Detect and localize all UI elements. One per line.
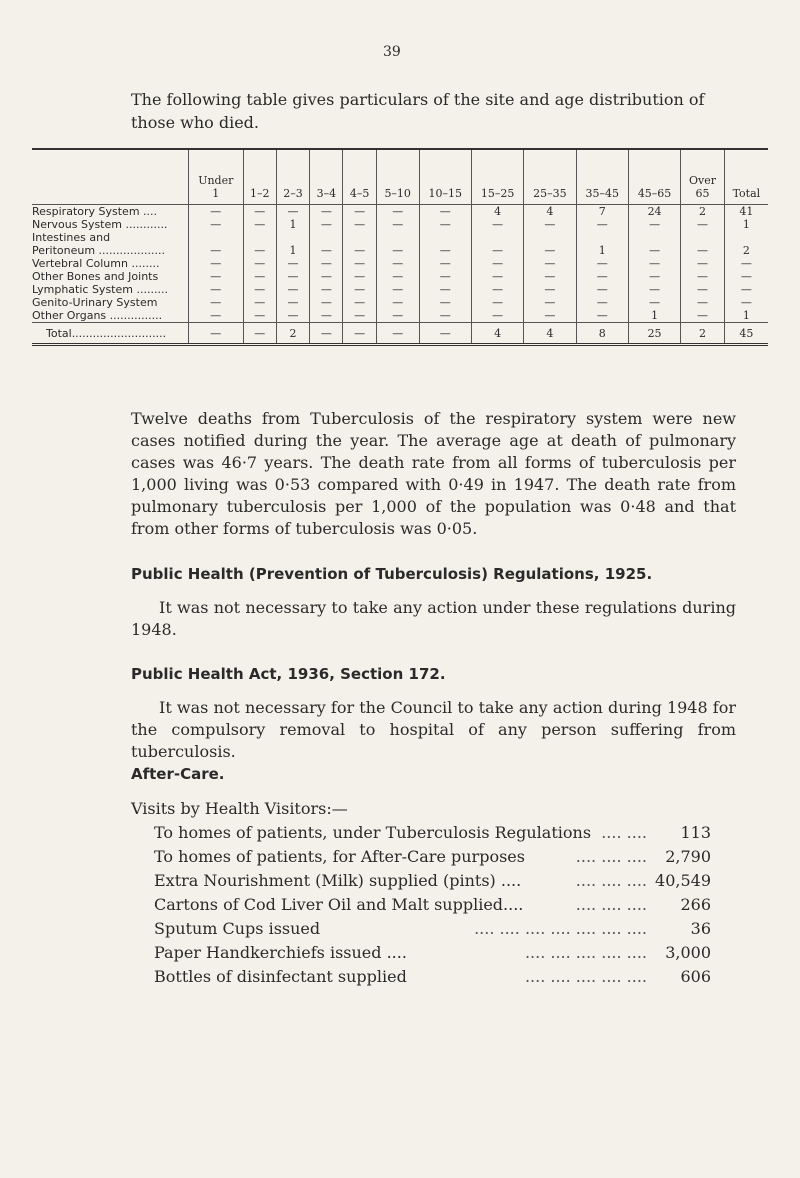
table-row <box>32 231 768 244</box>
table-cell: — <box>343 270 376 283</box>
leader-dots: .... .... .... .... .... .... .... <box>474 919 647 938</box>
aftercare-item-value: 3,000 <box>665 943 711 962</box>
aftercare-item-value: 606 <box>680 967 711 986</box>
column-header: 3–4 <box>310 149 343 205</box>
table-cell: — <box>376 218 419 231</box>
table-cell: 4 <box>524 323 576 345</box>
table-cell: — <box>276 296 309 309</box>
table-cell: — <box>310 309 343 323</box>
aftercare-item-value: 266 <box>680 895 711 914</box>
table-cell: — <box>276 270 309 283</box>
table-cell: — <box>471 218 523 231</box>
table-cell: — <box>243 257 276 270</box>
table-cell: — <box>419 205 471 219</box>
table-cell: — <box>628 296 680 309</box>
aftercare-item-value: 2,790 <box>665 847 711 866</box>
table-cell: — <box>628 283 680 296</box>
table-cell <box>376 231 419 244</box>
table-cell: — <box>724 257 768 270</box>
aftercare-item-value: 40,549 <box>655 871 711 890</box>
table-cell <box>681 231 725 244</box>
table-body <box>32 205 768 345</box>
aftercare-list <box>131 797 711 989</box>
table-cell: — <box>343 218 376 231</box>
table-cell: — <box>524 283 576 296</box>
aftercare-item <box>131 869 711 893</box>
column-header: 35–45 <box>576 149 628 205</box>
table-cell: — <box>471 257 523 270</box>
table-cell: 1 <box>276 218 309 231</box>
table-cell: — <box>376 244 419 257</box>
table-cell: — <box>681 244 725 257</box>
page-number: 39 <box>383 44 401 60</box>
header-label-cell <box>32 149 189 205</box>
aftercare-item <box>131 965 711 989</box>
table-row <box>32 270 768 283</box>
intro-text: The following table gives particulars of the site and age distribution of those who died. <box>131 90 705 132</box>
table-cell: — <box>189 257 244 270</box>
table-cell: — <box>419 296 471 309</box>
table-cell: — <box>419 309 471 323</box>
table-cell: — <box>343 296 376 309</box>
table-cell: 8 <box>576 323 628 345</box>
table-cell: — <box>343 309 376 323</box>
column-header: 5–10 <box>376 149 419 205</box>
table-cell <box>724 231 768 244</box>
leader-dots: .... .... .... <box>575 847 647 866</box>
table-cell <box>628 231 680 244</box>
table-cell: 1 <box>724 218 768 231</box>
table-cell: — <box>724 270 768 283</box>
column-header: 25–35 <box>524 149 576 205</box>
column-header: 15–25 <box>471 149 523 205</box>
column-header: Under 1 <box>189 149 244 205</box>
table-cell: — <box>343 257 376 270</box>
table-cell: — <box>376 283 419 296</box>
table-cell: — <box>243 309 276 323</box>
aftercare-item <box>131 821 711 845</box>
table-cell: 1 <box>576 244 628 257</box>
leader-dots: .... .... .... .... .... <box>524 967 647 986</box>
table-cell: — <box>471 283 523 296</box>
table-cell: — <box>576 283 628 296</box>
table-cell: 25 <box>628 323 680 345</box>
row-label: Other Organs ............... <box>32 309 163 322</box>
table-cell: — <box>419 323 471 345</box>
table-cell: 4 <box>524 205 576 219</box>
aftercare-item-label: To homes of patients, for After-Care purposes <box>154 847 525 866</box>
column-header: Over 65 <box>681 149 725 205</box>
table-cell: 2 <box>681 323 725 345</box>
table-cell: — <box>724 283 768 296</box>
table-cell: — <box>576 296 628 309</box>
table-row <box>32 283 768 296</box>
table-cell: — <box>628 257 680 270</box>
table-cell: — <box>310 205 343 219</box>
table-cell: — <box>310 244 343 257</box>
leader-dots: .... .... .... <box>575 895 647 914</box>
table-cell: — <box>376 309 419 323</box>
table-cell: — <box>343 323 376 345</box>
table-cell: — <box>376 296 419 309</box>
table-cell: — <box>243 270 276 283</box>
table-cell: — <box>243 205 276 219</box>
row-label: Total........................... <box>32 323 189 345</box>
table-cell <box>471 231 523 244</box>
table-cell: 45 <box>724 323 768 345</box>
table-cell: — <box>681 257 725 270</box>
table-header-row <box>32 149 768 205</box>
table-cell: — <box>343 205 376 219</box>
table-cell: — <box>376 270 419 283</box>
row-label: Respiratory System .... <box>32 205 158 218</box>
table-cell: 7 <box>576 205 628 219</box>
column-header: Total <box>724 149 768 205</box>
table-cell: — <box>576 218 628 231</box>
table-cell: — <box>576 270 628 283</box>
table-cell: — <box>376 205 419 219</box>
table-cell: — <box>276 309 309 323</box>
table-row <box>32 218 768 231</box>
table-cell <box>276 231 309 244</box>
aftercare-item-label: Paper Handkerchiefs issued .... <box>154 943 407 962</box>
column-header: 1–2 <box>243 149 276 205</box>
table-cell: — <box>189 218 244 231</box>
section-heading-regulations: Public Health (Prevention of Tuberculosis) Regulations, 1925. <box>131 565 653 583</box>
table-cell: — <box>471 270 523 283</box>
table-cell: — <box>419 218 471 231</box>
aftercare-item-value: 36 <box>690 919 711 938</box>
table-cell: — <box>310 257 343 270</box>
column-header: 10–15 <box>419 149 471 205</box>
table-cell: — <box>243 283 276 296</box>
table-cell: — <box>243 296 276 309</box>
table-cell: — <box>524 244 576 257</box>
table-cell: — <box>419 257 471 270</box>
column-header: 2–3 <box>276 149 309 205</box>
act-paragraph: It was not necessary for the Council to take any action during 1948 for the compulsory removal to hospital of any person suffering from tuberculosis. <box>131 698 736 761</box>
table-cell: — <box>681 283 725 296</box>
aftercare-item <box>131 845 711 869</box>
table-cell: — <box>681 309 725 323</box>
table-cell: — <box>628 244 680 257</box>
table-cell: — <box>576 257 628 270</box>
row-label: Peritoneum ................... <box>32 244 165 257</box>
table-cell: — <box>419 270 471 283</box>
table-cell: — <box>343 244 376 257</box>
table-cell: — <box>310 323 343 345</box>
table-cell: — <box>419 283 471 296</box>
table-cell <box>243 231 276 244</box>
total-row <box>32 323 768 345</box>
row-label: Other Bones and Joints <box>32 270 159 283</box>
regulations-paragraph: It was not necessary to take any action under these regulations during 1948. <box>131 598 736 639</box>
leader-dots: .... .... .... .... .... <box>524 943 647 962</box>
table-cell: — <box>628 270 680 283</box>
table-cell <box>524 231 576 244</box>
table-cell: 2 <box>276 323 309 345</box>
table-cell: — <box>524 270 576 283</box>
table-cell: — <box>189 270 244 283</box>
table-cell: — <box>681 270 725 283</box>
row-label: Genito-Urinary System <box>32 296 158 309</box>
aftercare-item-value: 113 <box>680 823 711 842</box>
table-cell: — <box>524 296 576 309</box>
aftercare-item <box>131 941 711 965</box>
row-label: Lymphatic System ......... <box>32 283 168 296</box>
table-cell: — <box>628 218 680 231</box>
table-cell: — <box>376 323 419 345</box>
table-cell: — <box>524 218 576 231</box>
table-cell: — <box>419 244 471 257</box>
table-cell: — <box>189 244 244 257</box>
table-cell: — <box>724 296 768 309</box>
table-cell: — <box>189 296 244 309</box>
table-cell: 4 <box>471 323 523 345</box>
table-cell: — <box>243 218 276 231</box>
table-cell: — <box>276 257 309 270</box>
table-cell: — <box>681 218 725 231</box>
aftercare-item-label: To homes of patients, under Tuberculosis Regulations <box>154 823 592 842</box>
table-cell: 41 <box>724 205 768 219</box>
table-cell: 1 <box>276 244 309 257</box>
table-cell: — <box>243 323 276 345</box>
table-cell: — <box>189 309 244 323</box>
table-cell: 2 <box>681 205 725 219</box>
table-cell: 1 <box>628 309 680 323</box>
table-cell: — <box>471 309 523 323</box>
leader-dots: .... .... <box>601 823 647 842</box>
table-cell: — <box>243 244 276 257</box>
aftercare-item-label: Sputum Cups issued <box>154 919 321 938</box>
row-label: Nervous System ............ <box>32 218 168 231</box>
table-cell: — <box>310 270 343 283</box>
column-header: 4–5 <box>343 149 376 205</box>
leader-dots: .... .... .... <box>575 871 647 890</box>
table-cell: — <box>524 257 576 270</box>
table-row <box>32 296 768 309</box>
table-cell: — <box>310 296 343 309</box>
tuberculosis-paragraph: Twelve deaths from Tuberculosis of the respiratory system were new cases notified during the year. The average age at death of pulmonary cases was 46·7 years. The death rate from all forms of tuberculosis per 1,000 living was 0·53 compared with 0·49 in 1947. The death rate from pulmonary tuberculosis per 1,000 of the population was 0·48 and that from other forms of tuberculosis was 0·05. <box>131 409 736 538</box>
table-cell: — <box>189 283 244 296</box>
column-header: 45–65 <box>628 149 680 205</box>
table-cell: — <box>471 244 523 257</box>
table-cell <box>419 231 471 244</box>
table-cell: — <box>343 283 376 296</box>
table-cell: 1 <box>724 309 768 323</box>
section-heading-act: Public Health Act, 1936, Section 172. <box>131 665 446 683</box>
table-cell: — <box>471 296 523 309</box>
table-row <box>32 244 768 257</box>
aftercare-item <box>131 893 711 917</box>
table-cell: 4 <box>471 205 523 219</box>
table-cell <box>576 231 628 244</box>
table-cell: — <box>276 205 309 219</box>
table-cell: — <box>524 309 576 323</box>
table-cell: — <box>310 218 343 231</box>
table-row <box>32 205 768 219</box>
table-cell: — <box>189 323 244 345</box>
aftercare-item <box>131 917 711 941</box>
table-cell <box>343 231 376 244</box>
table-cell <box>189 231 244 244</box>
table-cell: — <box>189 205 244 219</box>
table-cell: — <box>276 283 309 296</box>
table-row <box>32 309 768 323</box>
aftercare-item-label: Bottles of disinfectant supplied <box>154 967 407 986</box>
table-cell <box>310 231 343 244</box>
deaths-table <box>32 148 768 346</box>
table-cell: — <box>576 309 628 323</box>
table-cell: — <box>376 257 419 270</box>
section-heading-aftercare: After-Care. <box>131 765 225 783</box>
aftercare-item-label: Cartons of Cod Liver Oil and Malt supplied.... <box>154 895 524 914</box>
table-cell: 2 <box>724 244 768 257</box>
table-cell: — <box>681 296 725 309</box>
table-row <box>32 257 768 270</box>
table-cell: — <box>310 283 343 296</box>
visits-intro: Visits by Health Visitors:— <box>131 799 348 818</box>
table-cell: 24 <box>628 205 680 219</box>
aftercare-item-label: Extra Nourishment (Milk) supplied (pints) .... <box>154 871 522 890</box>
row-label: Intestines and <box>32 231 111 244</box>
row-label: Vertebral Column ........ <box>32 257 160 270</box>
